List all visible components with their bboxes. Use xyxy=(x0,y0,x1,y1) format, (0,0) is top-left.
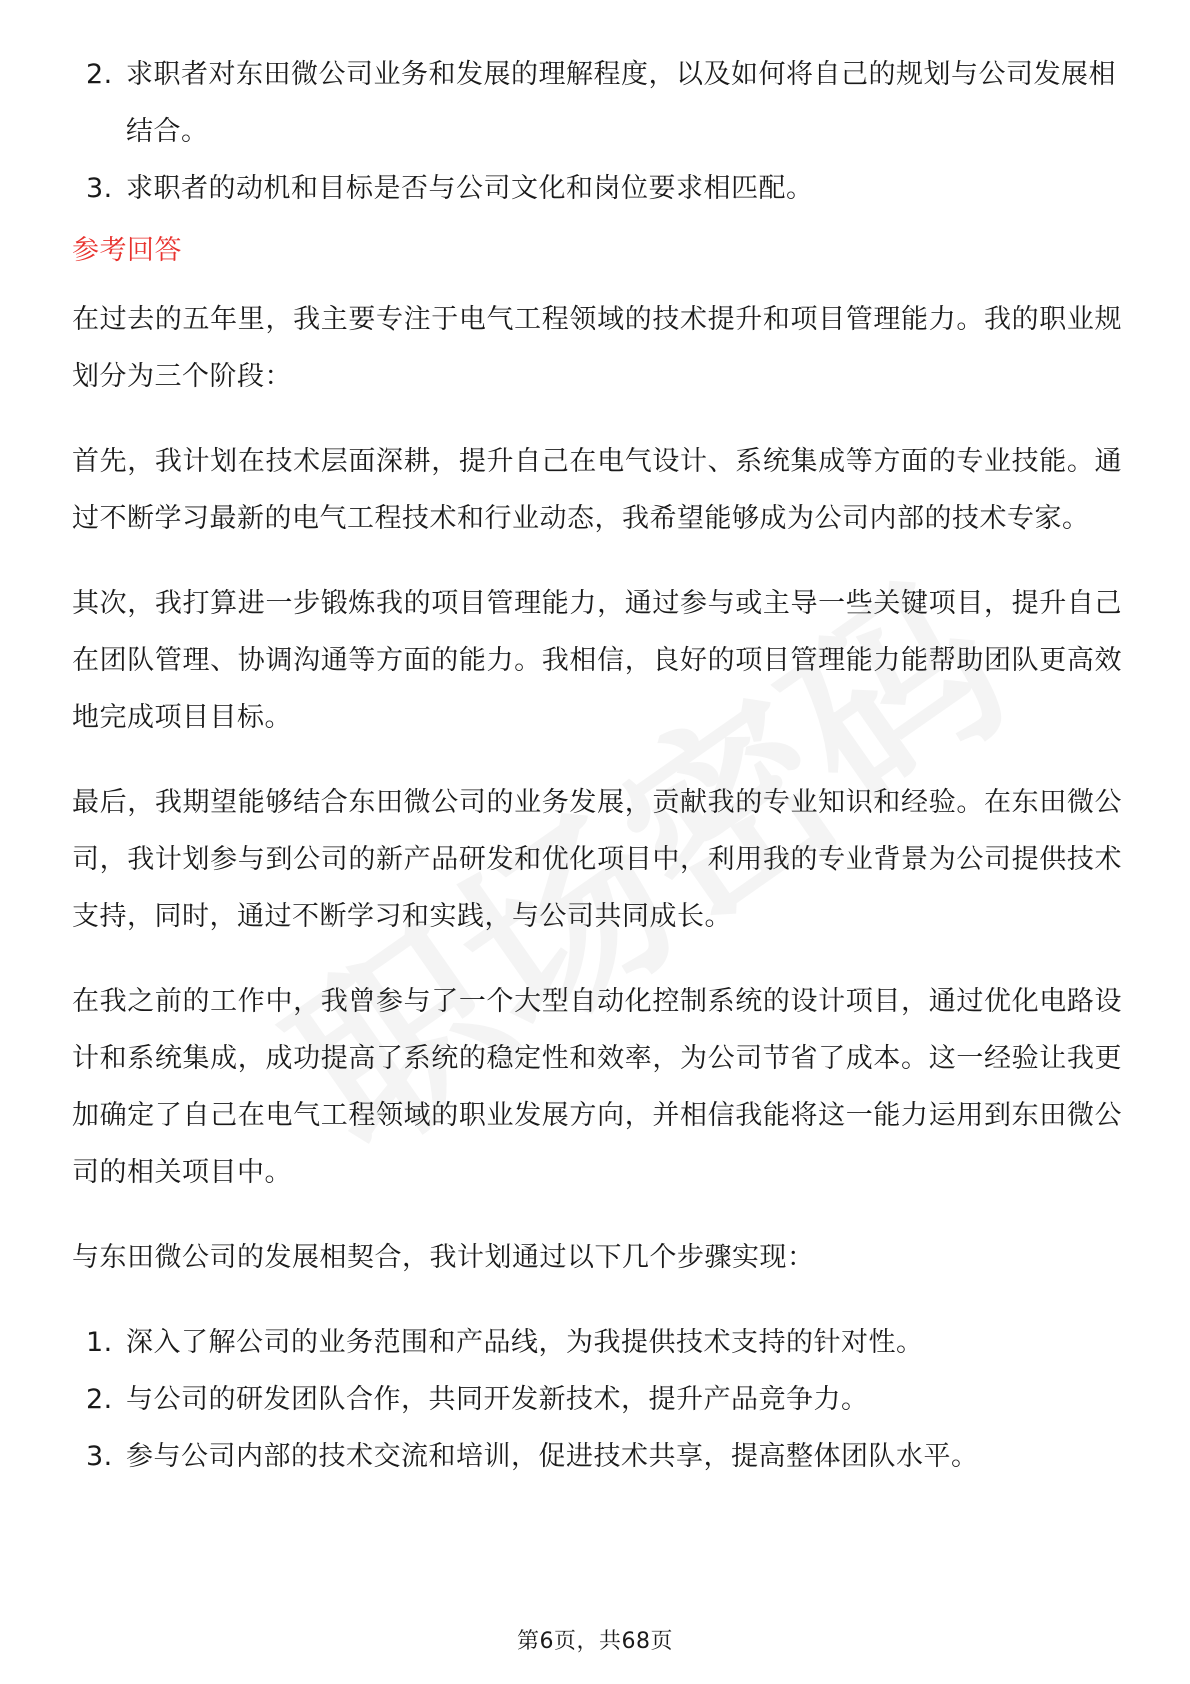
list-item xyxy=(72,160,1122,217)
criteria-list xyxy=(72,46,1122,217)
list-item xyxy=(72,1428,1122,1485)
list-item-number: 2. xyxy=(86,59,113,90)
page-footer: 第6页，共68页 xyxy=(517,1629,673,1654)
list-item-number: 2. xyxy=(86,1384,113,1415)
list-item-text: 参与公司内部的技术交流和培训，促进技术共享，提高整体团队水平。 xyxy=(126,1441,979,1472)
paragraph: 与东田微公司的发展相契合，我计划通过以下几个步骤实现： xyxy=(72,1242,815,1273)
paragraph: 在过去的五年里，我主要专注于电气工程领域的技术提升和项目管理能力。我的职业规划分为三个阶段： xyxy=(72,304,1122,392)
paragraph: 最后，我期望能够结合东田微公司的业务发展，贡献我的专业知识和经验。在东田微公司，我计划参与到公司的新产品研发和优化项目中，利用我的专业背景为公司提供技术支持，同时，通过不断学习和实践，与公司共同成长。 xyxy=(72,787,1122,932)
list-item-text: 求职者的动机和目标是否与公司文化和岗位要求相匹配。 xyxy=(126,173,814,204)
list-item-number: 3. xyxy=(86,1441,113,1472)
list-item-text: 求职者对东田微公司业务和发展的理解程度，以及如何将自己的规划与公司发展相结合。 xyxy=(126,59,1116,147)
paragraph: 首先，我计划在技术层面深耕，提升自己在电气设计、系统集成等方面的专业技能。通过不断学习最新的电气工程技术和行业动态，我希望能够成为公司内部的技术专家。 xyxy=(72,446,1122,534)
paragraph: 在我之前的工作中，我曾参与了一个大型自动化控制系统的设计项目，通过优化电路设计和系统集成，成功提高了系统的稳定性和效率，为公司节省了成本。这一经验让我更加确定了自己在电气工程领域的职业发展方向，并相信我能将这一能力运用到东田微公司的相关项目中。 xyxy=(72,986,1122,1188)
list-item-text: 深入了解公司的业务范围和产品线，为我提供技术支持的针对性。 xyxy=(126,1327,924,1358)
list-item-number: 3. xyxy=(86,173,113,204)
page-content xyxy=(72,46,1122,1485)
list-item xyxy=(72,1371,1122,1428)
list-item xyxy=(72,46,1122,160)
steps-list xyxy=(72,1314,1122,1485)
list-item xyxy=(72,1314,1122,1371)
list-item-number: 1. xyxy=(86,1327,113,1358)
section-heading: 参考回答 xyxy=(72,235,182,266)
paragraph: 其次，我打算进一步锻炼我的项目管理能力，通过参与或主导一些关键项目，提升自己在团队管理、协调沟通等方面的能力。我相信，良好的项目管理能力能帮助团队更高效地完成项目目标。 xyxy=(72,588,1122,733)
list-item-text: 与公司的研发团队合作，共同开发新技术，提升产品竞争力。 xyxy=(126,1384,869,1415)
